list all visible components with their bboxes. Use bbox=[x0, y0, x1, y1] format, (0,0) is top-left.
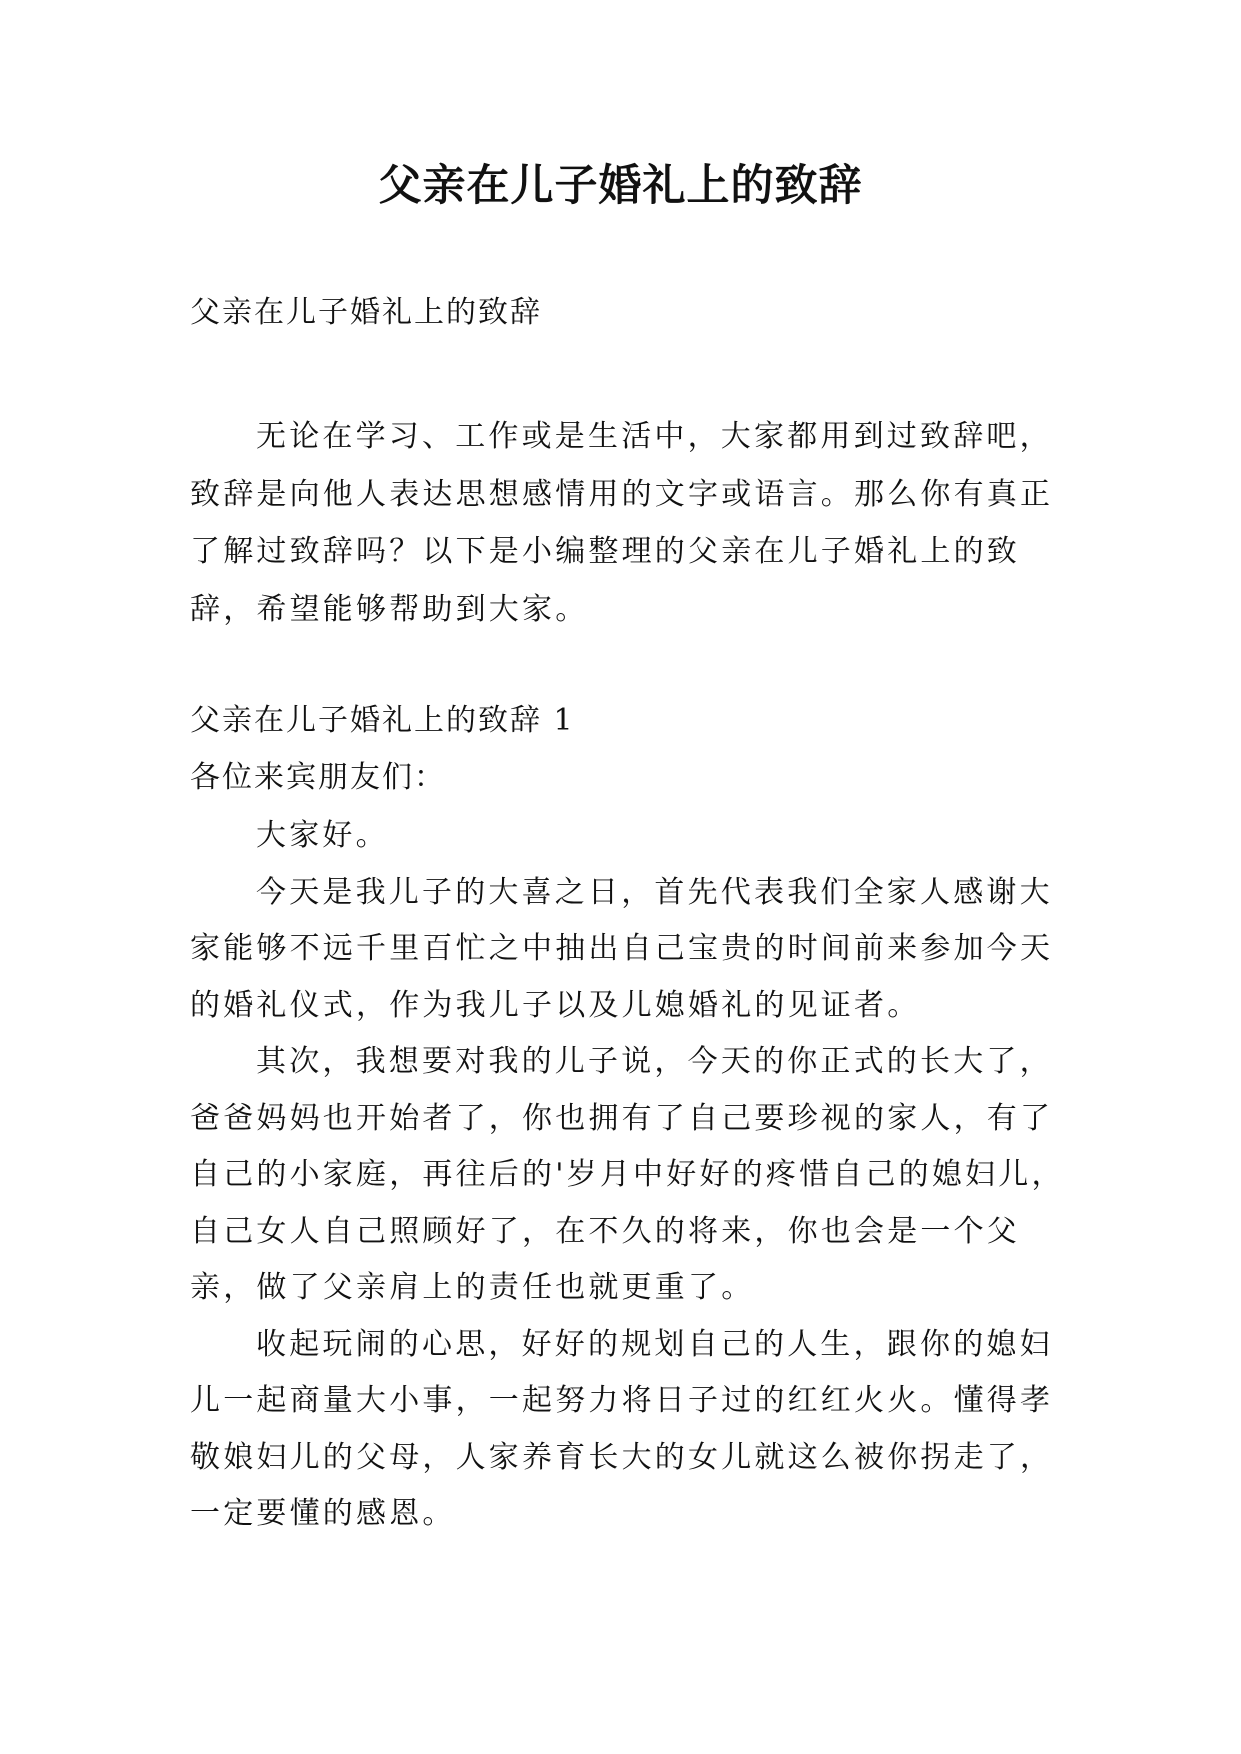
intro-paragraph: 无论在学习、工作或是生活中，大家都用到过致辞吧，致辞是向他人表达思想感情用的文字或语言。那么你有真正了解过致辞吗？以下是小编整理的父亲在儿子婚礼上的致辞，希望能够帮助到大家。 bbox=[190, 419, 1054, 627]
document-subtitle: 父亲在儿子婚礼上的致辞 bbox=[190, 295, 542, 330]
document-title: 父亲在儿子婚礼上的致辞 bbox=[378, 161, 863, 211]
speech-body bbox=[190, 808, 1070, 1543]
speech-paragraph: 其次，我想要对我的儿子说，今天的你正式的长大了，爸爸妈妈也开始者了，你也拥有了自己要珍视的家人，有了自己的小家庭，再往后的'岁月中好好的疼惜自己的媳妇儿，自己女人自己照顾好了，在不久的将来，你也会是一个父亲，做了父亲肩上的责任也就更重了。 bbox=[190, 1044, 1065, 1305]
speech-paragraph: 今天是我儿子的大喜之日，首先代表我们全家人感谢大家能够不远千里百忙之中抽出自己宝贵的时间前来参加今天的婚礼仪式，作为我儿子以及儿媳婚礼的见证者。 bbox=[190, 874, 1054, 1023]
speech-paragraph: 收起玩闹的心思，好好的规划自己的人生，跟你的媳妇儿一起商量大小事，一起努力将日子过的红红火火。懂得孝敬娘妇儿的父母，人家养育长大的女儿就这么被你拐走了，一定要懂的感恩。 bbox=[190, 1326, 1054, 1531]
speech-greeting: 各位来宾朋友们： bbox=[190, 760, 446, 795]
speech-paragraph: 大家好。 bbox=[256, 818, 389, 853]
intro-block bbox=[190, 408, 1070, 638]
section-heading: 父亲在儿子婚礼上的致辞 1 bbox=[190, 703, 575, 738]
